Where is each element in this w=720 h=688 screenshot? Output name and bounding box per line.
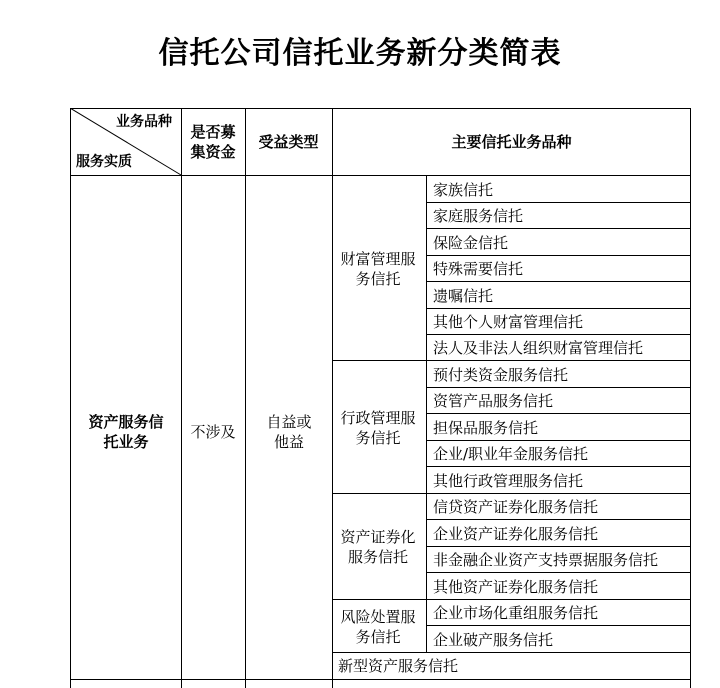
- list-item: 其他资产证券化服务信托: [433, 577, 599, 596]
- list-item: 家族信托: [433, 180, 494, 199]
- row-divider: [426, 308, 691, 309]
- header-service-label: 服务实质: [76, 154, 132, 170]
- header-beneficiary-type: 受益类型: [258, 133, 319, 151]
- group-divider: [332, 599, 691, 600]
- list-item: 企业破产服务信托: [433, 630, 554, 649]
- header-product-label: 业务品种: [116, 114, 172, 130]
- list-item: 企业/职业年金服务信托: [433, 445, 589, 463]
- table-border: [70, 108, 71, 688]
- list-item: 担保品服务信托: [433, 418, 539, 437]
- list-item: 企业资产证券化服务信托: [433, 524, 599, 543]
- row-divider: [426, 546, 691, 547]
- row-divider: [426, 440, 691, 441]
- row-divider: [426, 519, 691, 520]
- row-divider: [426, 466, 691, 467]
- row-divider: [426, 413, 691, 414]
- column-divider: [426, 176, 427, 653]
- column-divider: [181, 108, 182, 688]
- list-item: 家庭服务信托: [433, 207, 524, 225]
- column-divider: [332, 108, 333, 688]
- row-divider: [426, 228, 691, 229]
- row-divider: [426, 387, 691, 388]
- list-item: 其他个人财富管理信托: [433, 313, 584, 331]
- header-fundraising: 是否募集资金: [190, 123, 236, 161]
- header-divider: [70, 175, 691, 176]
- classification-table: [70, 108, 691, 688]
- list-item: 企业市场化重组服务信托: [433, 604, 599, 622]
- list-item: 非金融企业资产支持票据服务信托: [433, 551, 659, 569]
- list-item: 特殊需要信托: [433, 260, 524, 278]
- table-border: [70, 679, 691, 680]
- table-border: [690, 108, 691, 688]
- group-divider: [332, 652, 691, 653]
- column-divider: [245, 108, 246, 688]
- header-main-products: 主要信托业务品种: [451, 133, 572, 151]
- list-item: 保险金信托: [433, 233, 509, 252]
- group-divider: [332, 360, 691, 361]
- row-divider: [426, 281, 691, 282]
- list-item: 预付类资金服务信托: [433, 365, 569, 384]
- row-divider: [426, 625, 691, 626]
- fundraising-cell: 不涉及: [190, 423, 236, 441]
- list-item: 遗嘱信托: [433, 286, 494, 305]
- group-divider: [332, 493, 691, 494]
- category-cell: 资产服务信托业务: [88, 413, 164, 451]
- list-item: 其他行政管理服务信托: [433, 471, 584, 490]
- group-wealth-management: 财富管理服务信托: [340, 249, 416, 288]
- row-divider: [426, 202, 691, 203]
- list-item: 信贷资产证券化服务信托: [433, 498, 599, 516]
- list-item: 法人及非法人组织财富管理信托: [433, 339, 644, 357]
- group-risk-disposal: 风险处置服务信托: [340, 607, 416, 646]
- group-asset-securitization: 资产证券化服务信托: [340, 528, 416, 566]
- group-administrative-management: 行政管理服务信托: [340, 408, 416, 447]
- row-divider: [426, 572, 691, 573]
- page-title: 信托公司信托业务新分类简表: [158, 36, 562, 71]
- row-divider: [426, 255, 691, 256]
- list-item-new-asset-service: 新型资产服务信托: [338, 657, 459, 675]
- beneficiary-cell: 自益或他益: [266, 413, 312, 451]
- table-border: [70, 108, 691, 109]
- row-divider: [426, 334, 691, 335]
- list-item: 资管产品服务信托: [433, 392, 554, 410]
